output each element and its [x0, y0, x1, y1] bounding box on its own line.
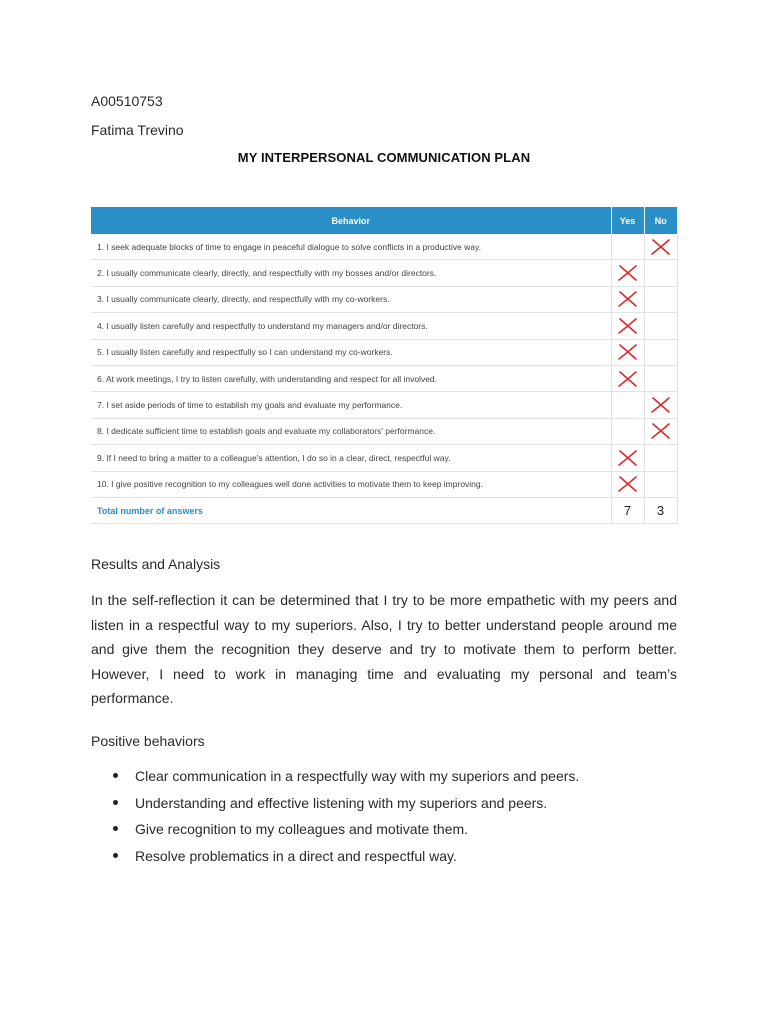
list-item-text: Give recognition to my colleagues and motivate them.: [135, 821, 469, 838]
no-cell: [644, 234, 677, 260]
header-yes: Yes: [611, 207, 644, 234]
behavior-text: 2. I usually communicate clearly, directly, and respectfully with my bosses and/or directors.: [91, 260, 611, 286]
table-row: [91, 445, 677, 471]
behavior-text: 10. I give positive recognition to my colleagues well done activities to motivate them to keep improving.: [91, 471, 611, 497]
x-mark-icon: [617, 290, 639, 308]
table-body: [91, 234, 677, 497]
table-row: [91, 286, 677, 312]
yes-cell: [611, 471, 644, 497]
table-row: [91, 313, 677, 339]
no-cell: [644, 313, 677, 339]
behavior-text: 6. At work meetings, I try to listen carefully, with understanding and respect for all involved.: [91, 365, 611, 391]
table-row: [91, 392, 677, 418]
total-label: Total number of answers: [91, 497, 611, 523]
behavior-text: 1. I seek adequate blocks of time to engage in peaceful dialogue to solve conflicts in a productive way.: [91, 234, 611, 260]
behavior-text: 3. I usually communicate clearly, directly, and respectfully with my co-workers.: [91, 286, 611, 312]
no-cell: [644, 260, 677, 286]
no-cell: [644, 471, 677, 497]
behavior-text: 5. I usually listen carefully and respectfully so I can understand my co-workers.: [91, 339, 611, 365]
yes-cell: [611, 260, 644, 286]
table-row: [91, 418, 677, 444]
yes-cell: [611, 234, 644, 260]
positive-heading: Positive behaviors: [91, 733, 205, 749]
list-item: [91, 794, 579, 821]
no-cell: [644, 418, 677, 444]
list-item: [91, 767, 579, 794]
results-heading: Results and Analysis: [91, 556, 221, 572]
x-mark-icon: [617, 264, 639, 282]
yes-cell: [611, 418, 644, 444]
no-cell: [644, 392, 677, 418]
bullet-icon: [113, 800, 118, 805]
author-name: Fatima Trevino: [91, 122, 184, 138]
x-mark-icon: [617, 343, 639, 361]
behavior-text: 7. I set aside periods of time to establish my goals and evaluate my performance.: [91, 392, 611, 418]
header-no: No: [644, 207, 677, 234]
x-mark-icon: [617, 370, 639, 388]
yes-cell: [611, 286, 644, 312]
x-mark-icon: [617, 475, 639, 493]
total-yes: 7: [611, 497, 644, 523]
list-item-text: Clear communication in a respectfully way with my superiors and peers.: [135, 768, 580, 784]
yes-cell: [611, 392, 644, 418]
list-item: [91, 847, 579, 874]
behavior-text: 4. I usually listen carefully and respectfully to understand my managers and/or directors.: [91, 313, 611, 339]
no-cell: [644, 365, 677, 391]
x-mark-icon: [650, 238, 672, 256]
total-row: [91, 497, 677, 523]
x-mark-icon: [650, 396, 672, 414]
x-mark-icon: [617, 449, 639, 467]
student-id: A00510753: [91, 93, 163, 109]
behavior-text: 9. If I need to bring a matter to a colleague's attention, I do so in a clear, direct, respectful way.: [91, 445, 611, 471]
no-cell: [644, 286, 677, 312]
bullet-icon: [113, 826, 118, 831]
table-row: [91, 234, 677, 260]
table-header-row: [91, 207, 677, 234]
table-row: [91, 365, 677, 391]
x-mark-icon: [617, 317, 639, 335]
yes-cell: [611, 339, 644, 365]
analysis-paragraph: In the self-reflection it can be determined that I try to be more empathetic with my peers and listen in a respectful way to my superiors. Also, I try to better understand people around me and give them the recognition they deserve and try to motivate them to perform better. However, I need to work in managing time and evaluating my personal and team’s performance.: [91, 592, 677, 706]
x-mark-icon: [650, 422, 672, 440]
no-cell: [644, 339, 677, 365]
list-item-text: Understanding and effective listening with my superiors and peers.: [135, 794, 548, 811]
list-item: [91, 820, 579, 847]
bullet-icon: [113, 853, 118, 858]
behavior-table: [91, 207, 678, 524]
list-item-text: Resolve problematics in a direct and respectful way.: [135, 848, 457, 865]
total-no: 3: [644, 497, 677, 523]
bullet-icon: [113, 773, 118, 778]
table-row: [91, 260, 677, 286]
table-row: [91, 339, 677, 365]
document-title: MY INTERPERSONAL COMMUNICATION PLAN: [237, 150, 531, 165]
no-cell: [644, 445, 677, 471]
header-behavior: Behavior: [91, 207, 611, 234]
behavior-text: 8. I dedicate sufficient time to establish goals and evaluate my collaborators' performance.: [91, 418, 611, 444]
yes-cell: [611, 365, 644, 391]
table-row: [91, 471, 677, 497]
yes-cell: [611, 313, 644, 339]
yes-cell: [611, 445, 644, 471]
positive-list: [91, 767, 579, 874]
